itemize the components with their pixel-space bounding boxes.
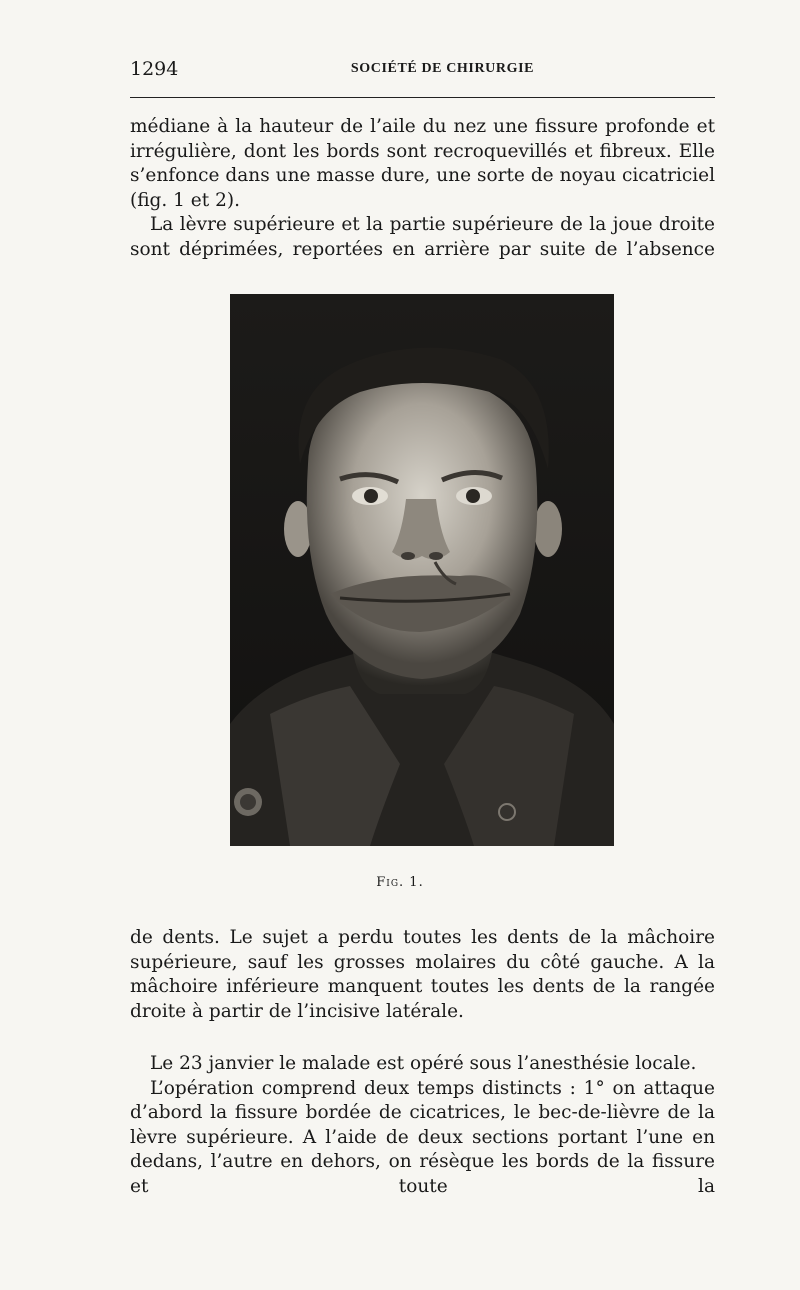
patient-photograph [230, 294, 614, 846]
figure-caption: Fig. 1. [376, 875, 424, 890]
paragraph-4: Le 23 janvier le malade est opéré sous l’anesthésie locale. [150, 1053, 697, 1074]
header-rule [130, 97, 715, 98]
page-header [130, 58, 715, 86]
paragraph-3: de dents. Le sujet a perdu toutes les dents de la mâchoire supérieure, sauf les grosses molaires du côté gauche. A la mâchoire inférieure manquent toutes les dents de la rangée droite à partir de l’incisive latérale. [130, 927, 715, 1022]
paragraph-5: L’opération comprend deux temps distincts : 1° on attaque d’abord la fissure bordée de cicatrices, le bec-de-lièvre de la lèvre supérieure. A l’aide de deux sections portant l’une en dedans, l’autre en dehors, on résèque les bords de la fissure et toute la [130, 1077, 715, 1197]
page-number: 1294 [130, 58, 179, 80]
paragraph-1: médiane à la hauteur de l’aile du nez une fissure profonde et irrégulière, dont les bords sont recroquevillés et fibreux. Elle s’enfonce dans une masse dure, une sorte de noyau cicatriciel (fig. 1 et 2). [130, 116, 715, 211]
text-block-middle [130, 926, 715, 1024]
text-block-top [130, 115, 715, 263]
figure-1 [230, 294, 614, 846]
text-block-bottom [130, 1052, 715, 1200]
running-title: SOCIÉTÉ DE CHIRURGIE [350, 61, 535, 76]
paragraph-2: La lèvre supérieure et la partie supérieure de la joue droite sont déprimées, reportées en arrière par suite de l’absence [130, 214, 715, 260]
